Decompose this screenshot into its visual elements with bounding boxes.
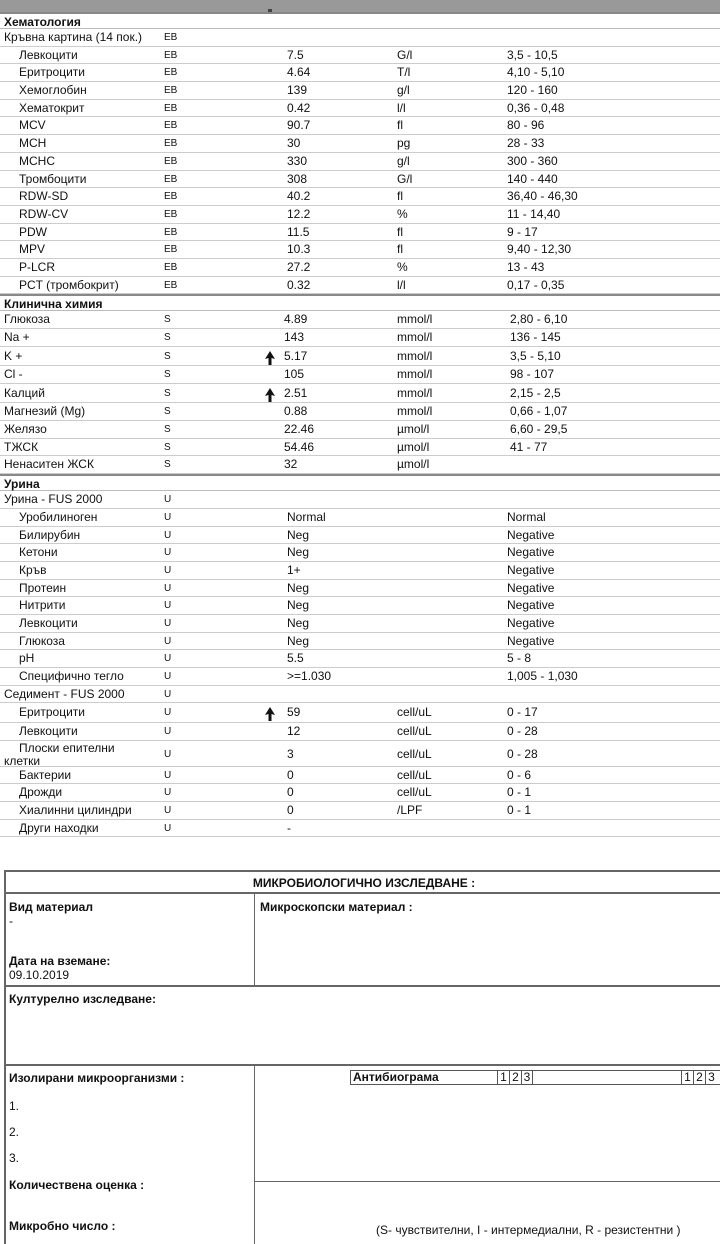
test-name: Левкоцити — [19, 723, 78, 738]
specimen-code: U — [164, 707, 172, 719]
specimen-code: EB — [164, 279, 178, 291]
reference-range: 3,5 - 10,5 — [507, 47, 558, 62]
result-row — [0, 509, 720, 527]
result-unit: mmol/l — [397, 312, 433, 327]
specimen-code: S — [164, 350, 171, 362]
antibiogram-col: 1 — [497, 1071, 509, 1084]
specimen-code: EB — [164, 67, 178, 79]
result-unit: T/l — [397, 65, 411, 80]
specimen-code: U — [164, 769, 172, 781]
reference-range: 0 - 17 — [507, 705, 538, 720]
specimen-code: S — [164, 314, 171, 326]
reference-range: 41 - 77 — [510, 439, 548, 454]
high-flag-arrow-icon — [265, 707, 275, 719]
sediment-rows — [0, 703, 720, 837]
test-name: Уробилиноген — [19, 509, 98, 524]
result-row — [0, 650, 720, 668]
group-row — [0, 686, 720, 704]
microbiology-panel — [4, 870, 720, 1244]
reference-range: Negative — [507, 562, 555, 577]
reference-range: 4,10 - 5,10 — [507, 65, 565, 80]
test-name: Кетони — [19, 545, 58, 560]
test-name: MCHC — [19, 153, 55, 168]
result-row — [0, 580, 720, 598]
result-unit: fl — [397, 242, 403, 257]
result-unit: mmol/l — [397, 367, 433, 382]
test-name: Хематокрит — [19, 100, 85, 115]
result-value: Neg — [287, 633, 310, 648]
result-unit: /LPF — [397, 802, 423, 817]
microbiology-header: МИКРОБИОЛОГИЧНО ИЗСЛЕДВАНЕ : — [6, 870, 720, 894]
result-unit: G/l — [397, 47, 413, 62]
specimen-code: U — [164, 635, 172, 647]
result-value: 0.32 — [287, 277, 311, 292]
result-unit: cell/uL — [397, 746, 432, 761]
section-hematology-title: Хематология — [0, 12, 720, 29]
divider — [6, 1064, 720, 1066]
result-row — [0, 723, 720, 741]
result-value: 0 — [287, 785, 294, 800]
chemistry-rows — [0, 311, 720, 474]
reference-range: 2,80 - 6,10 — [510, 312, 568, 327]
antibiogram-col: 2 — [693, 1071, 705, 1084]
specimen-code: S — [164, 332, 171, 343]
isolated-item: 1. — [9, 1099, 20, 1113]
high-flag-arrow-icon — [265, 351, 275, 363]
result-unit: µmol/l — [397, 439, 430, 454]
result-value: Neg — [287, 598, 310, 613]
result-row — [0, 241, 720, 259]
result-row — [0, 100, 720, 118]
culture-label: Културелно изследване: — [9, 992, 156, 1006]
reference-range: 80 - 96 — [507, 118, 545, 133]
result-row — [0, 456, 720, 474]
reference-range: 0 - 1 — [507, 785, 532, 800]
result-value: 54.46 — [284, 439, 315, 454]
reference-range: 0 - 28 — [507, 723, 538, 738]
test-name: Дрожди — [19, 785, 63, 800]
divider — [6, 985, 720, 987]
specimen-code: S — [164, 406, 171, 418]
test-name: Na + — [4, 330, 30, 344]
result-value: 5.17 — [284, 348, 308, 363]
specimen-code: S — [164, 369, 171, 381]
result-row — [0, 366, 720, 384]
result-value: 12 — [287, 723, 301, 738]
material-label: Вид материал — [9, 900, 93, 914]
test-name: Хемоглобин — [19, 83, 87, 98]
reference-range: 2,15 - 2,5 — [510, 385, 561, 400]
result-unit: µmol/l — [397, 422, 430, 437]
result-unit: l/l — [397, 277, 406, 292]
result-value: 11.5 — [287, 224, 310, 239]
result-row — [0, 421, 720, 439]
group-row — [0, 491, 720, 509]
result-row — [0, 171, 720, 189]
result-row — [0, 597, 720, 615]
test-name: P-LCR — [19, 259, 56, 274]
result-value: Normal — [287, 509, 326, 524]
specimen-code: U — [164, 529, 172, 541]
specimen-code: EB — [164, 226, 178, 238]
result-row — [0, 527, 720, 545]
result-value: Neg — [287, 580, 310, 595]
result-value: 5.5 — [287, 651, 304, 666]
specimen-code: U — [164, 600, 172, 612]
result-value: 90.7 — [287, 118, 311, 133]
reference-range: 0 - 6 — [507, 767, 532, 782]
result-value: 105 — [284, 367, 305, 382]
test-name: pH — [19, 651, 35, 666]
reference-range: Negative — [507, 527, 555, 542]
result-value: 30 — [287, 136, 301, 151]
result-row — [0, 820, 720, 838]
high-flag-arrow-icon — [265, 388, 275, 400]
test-name: Еритроцити — [19, 65, 85, 80]
test-name: Други находки — [19, 820, 99, 835]
specimen-code: U — [164, 617, 172, 629]
reference-range: Negative — [507, 580, 555, 595]
result-unit: mmol/l — [397, 404, 433, 419]
reference-range: 1,005 - 1,030 — [507, 669, 578, 683]
result-value: 12.2 — [287, 206, 311, 221]
result-value: 32 — [284, 457, 298, 472]
divider — [254, 894, 255, 986]
specimen-code: S — [164, 387, 171, 399]
result-row — [0, 562, 720, 580]
result-row — [0, 633, 720, 651]
reference-range: 140 - 440 — [507, 171, 558, 186]
result-row — [0, 544, 720, 562]
material-value: - — [9, 914, 13, 928]
specimen-code: U — [164, 547, 172, 559]
result-value: 0 — [287, 802, 294, 817]
reference-range: Negative — [507, 545, 555, 560]
result-value: Neg — [287, 615, 310, 630]
reference-range: 300 - 360 — [507, 153, 558, 168]
reference-range: 3,5 - 5,10 — [510, 348, 561, 363]
result-unit: g/l — [397, 153, 410, 168]
test-name: ТЖСК — [4, 439, 39, 454]
result-value: Neg — [287, 527, 310, 542]
specimen-code: U — [164, 511, 172, 523]
result-row — [0, 153, 720, 171]
result-value: 143 — [284, 330, 305, 344]
antibiogram-col: 3 — [521, 1071, 533, 1084]
result-unit: fl — [397, 118, 403, 133]
result-value: 7.5 — [287, 47, 304, 62]
result-unit: pg — [397, 136, 411, 151]
test-name: Кръв — [19, 562, 47, 577]
result-value: 330 — [287, 153, 308, 168]
specimen-code: U — [164, 725, 172, 737]
test-name: Cl - — [4, 367, 23, 382]
specimen-code: EB — [164, 208, 178, 220]
results-sheet — [0, 12, 720, 837]
result-unit: cell/uL — [397, 705, 432, 720]
result-value: 0.88 — [284, 404, 308, 419]
reference-range: Negative — [507, 598, 555, 613]
result-row — [0, 741, 720, 767]
specimen-code: S — [164, 441, 171, 453]
microbial-count-label: Микробно число : — [9, 1219, 116, 1233]
result-row — [0, 47, 720, 65]
reference-range: 28 - 33 — [507, 136, 545, 151]
test-name: Желязо — [4, 422, 47, 437]
specimen-code: EB — [164, 173, 178, 185]
divider — [255, 1181, 720, 1182]
result-row — [0, 329, 720, 347]
isolated-label: Изолирани микроорганизми : — [9, 1071, 185, 1085]
section-urine-title: Урина — [0, 474, 720, 491]
specimen-code: U — [164, 671, 172, 682]
test-name: Еритроцити — [19, 705, 85, 720]
specimen-code: EB — [164, 120, 178, 132]
specimen-code: EB — [164, 244, 178, 256]
result-row — [0, 615, 720, 633]
reference-range: 136 - 145 — [510, 330, 561, 344]
test-name: Бактерии — [19, 767, 72, 782]
antibiogram-col: 2 — [509, 1071, 521, 1084]
reference-range: Negative — [507, 615, 555, 630]
test-name: MPV — [19, 242, 46, 257]
specimen-code: U — [164, 653, 172, 665]
group-name: Урина - FUS 2000 — [4, 492, 103, 507]
test-name: Нитрити — [19, 598, 66, 613]
result-value: 27.2 — [287, 259, 311, 274]
test-name: Протеин — [19, 580, 67, 595]
specimen-code: S — [164, 459, 171, 471]
result-row — [0, 259, 720, 277]
divider — [254, 1065, 255, 1244]
result-value: 22.46 — [284, 422, 315, 437]
test-name: Левкоцити — [19, 615, 78, 630]
result-row — [0, 403, 720, 421]
result-row — [0, 135, 720, 153]
result-value: 308 — [287, 171, 308, 186]
test-name: Хиалинни цилиндри — [19, 802, 132, 817]
result-unit: cell/uL — [397, 723, 432, 738]
group-code: U — [164, 494, 172, 506]
result-unit: % — [397, 206, 408, 221]
test-name: Глюкоза — [4, 312, 50, 327]
result-value: 10.3 — [287, 242, 311, 257]
result-value: 139 — [287, 83, 308, 98]
antibiogram-col: 1 — [681, 1071, 693, 1084]
result-row — [0, 188, 720, 206]
quantitative-label: Количествена оценка : — [9, 1178, 145, 1192]
group-code: EB — [164, 32, 178, 43]
reference-range: 0,17 - 0,35 — [507, 277, 565, 292]
reference-range: 120 - 160 — [507, 83, 558, 98]
test-name: Билирубин — [19, 527, 81, 542]
date-value: 09.10.2019 — [9, 968, 70, 982]
specimen-code: EB — [164, 155, 178, 167]
specimen-code: U — [164, 804, 172, 816]
test-name: RDW-SD — [19, 189, 69, 204]
legend-text: (S- чувствителни, I - интермедиални, R - резистентни ) — [376, 1223, 681, 1237]
specimen-code: U — [164, 822, 172, 834]
specimen-code: U — [164, 564, 172, 576]
specimen-code: EB — [164, 102, 178, 114]
result-row — [0, 802, 720, 820]
isolated-item: 3. — [9, 1151, 20, 1165]
reference-range: 5 - 8 — [507, 651, 532, 666]
test-name: Левкоцити — [19, 47, 78, 62]
test-name: Тромбоцити — [19, 171, 87, 186]
result-row — [0, 439, 720, 457]
reference-range: 6,60 - 29,5 — [510, 422, 568, 437]
specimen-code: U — [164, 582, 172, 594]
specimen-code: EB — [164, 191, 178, 203]
hematology-rows — [0, 47, 720, 295]
result-row — [0, 784, 720, 802]
result-unit: fl — [397, 189, 403, 204]
specimen-code: S — [164, 424, 171, 436]
test-name: Магнезий (Mg) — [4, 404, 86, 419]
reference-range: 9,40 - 12,30 — [507, 242, 572, 257]
result-row — [0, 668, 720, 686]
specimen-code: U — [164, 748, 172, 760]
result-unit: mmol/l — [397, 385, 433, 400]
test-name: Ненаситен ЖСК — [4, 457, 94, 472]
reference-range: 98 - 107 — [510, 367, 555, 382]
group-row — [0, 29, 720, 47]
test-name: RDW-CV — [19, 206, 69, 221]
specimen-code: EB — [164, 261, 178, 273]
section-chemistry-title: Клинична химия — [0, 294, 720, 311]
test-name: MCV — [19, 118, 46, 133]
result-value: 0 — [287, 767, 294, 782]
group-code: U — [164, 688, 172, 700]
result-value: - — [287, 820, 291, 835]
result-row — [0, 767, 720, 785]
reference-range: 0,36 - 0,48 — [507, 100, 565, 115]
date-label: Дата на вземане: — [9, 954, 111, 968]
result-value: 3 — [287, 746, 294, 761]
reference-range: Negative — [507, 633, 555, 648]
result-value: 59 — [287, 705, 301, 720]
result-row — [0, 311, 720, 329]
group-name: Кръвна картина (14 пок.) — [4, 30, 143, 44]
result-value: 40.2 — [287, 189, 311, 204]
group-name: Седимент - FUS 2000 — [4, 686, 125, 701]
result-unit: µmol/l — [397, 457, 430, 472]
test-name: Глюкоза — [19, 633, 65, 648]
specimen-code: EB — [164, 85, 178, 97]
reference-range: 36,40 - 46,30 — [507, 189, 578, 204]
result-unit: g/l — [397, 83, 410, 98]
specimen-code: EB — [164, 138, 178, 150]
result-unit: mmol/l — [397, 330, 433, 344]
result-value: 1+ — [287, 562, 301, 577]
specimen-code: U — [164, 787, 172, 799]
result-unit: % — [397, 259, 408, 274]
test-name: PDW — [19, 224, 47, 239]
result-value: 0.42 — [287, 100, 311, 115]
reference-range: 13 - 43 — [507, 259, 545, 274]
result-row — [0, 703, 720, 723]
reference-range: 9 - 17 — [507, 224, 538, 239]
test-name: Калций — [4, 385, 45, 400]
result-value: 4.64 — [287, 65, 311, 80]
isolated-item: 2. — [9, 1125, 20, 1139]
result-value: Neg — [287, 545, 310, 560]
test-name: K + — [4, 348, 23, 363]
result-row — [0, 206, 720, 224]
test-name: Специфично тегло — [19, 669, 124, 683]
test-name: MCH — [19, 136, 47, 151]
result-unit: G/l — [397, 171, 413, 186]
result-unit: fl — [397, 224, 403, 239]
result-unit: mmol/l — [397, 348, 433, 363]
result-row — [0, 347, 720, 367]
antibiogram-label: Антибиограма — [353, 1070, 439, 1084]
result-value: 4.89 — [284, 312, 308, 327]
result-value: 2.51 — [284, 385, 308, 400]
antibiogram-table — [350, 1070, 720, 1085]
reference-range: 0 - 28 — [507, 746, 538, 761]
result-unit: cell/uL — [397, 785, 432, 800]
result-row — [0, 117, 720, 135]
result-value: >=1.030 — [287, 669, 332, 683]
result-row — [0, 224, 720, 242]
reference-range: Normal — [507, 509, 546, 524]
antibiogram-col: 3 — [705, 1071, 717, 1084]
specimen-code: EB — [164, 49, 178, 61]
result-row — [0, 277, 720, 295]
microscopy-label: Микроскопски материал : — [260, 900, 413, 914]
result-row — [0, 64, 720, 82]
reference-range: 0 - 1 — [507, 802, 532, 817]
result-unit: cell/uL — [397, 767, 432, 782]
reference-range: 11 - 14,40 — [507, 206, 561, 221]
result-row — [0, 82, 720, 100]
top-bar — [0, 0, 720, 12]
reference-range: 0,66 - 1,07 — [510, 404, 568, 419]
urine-rows — [0, 509, 720, 686]
test-name: PCT (тромбокрит) — [19, 277, 119, 292]
result-unit: l/l — [397, 100, 406, 115]
result-row — [0, 384, 720, 404]
test-name: Плоски епителни клетки — [4, 740, 115, 768]
